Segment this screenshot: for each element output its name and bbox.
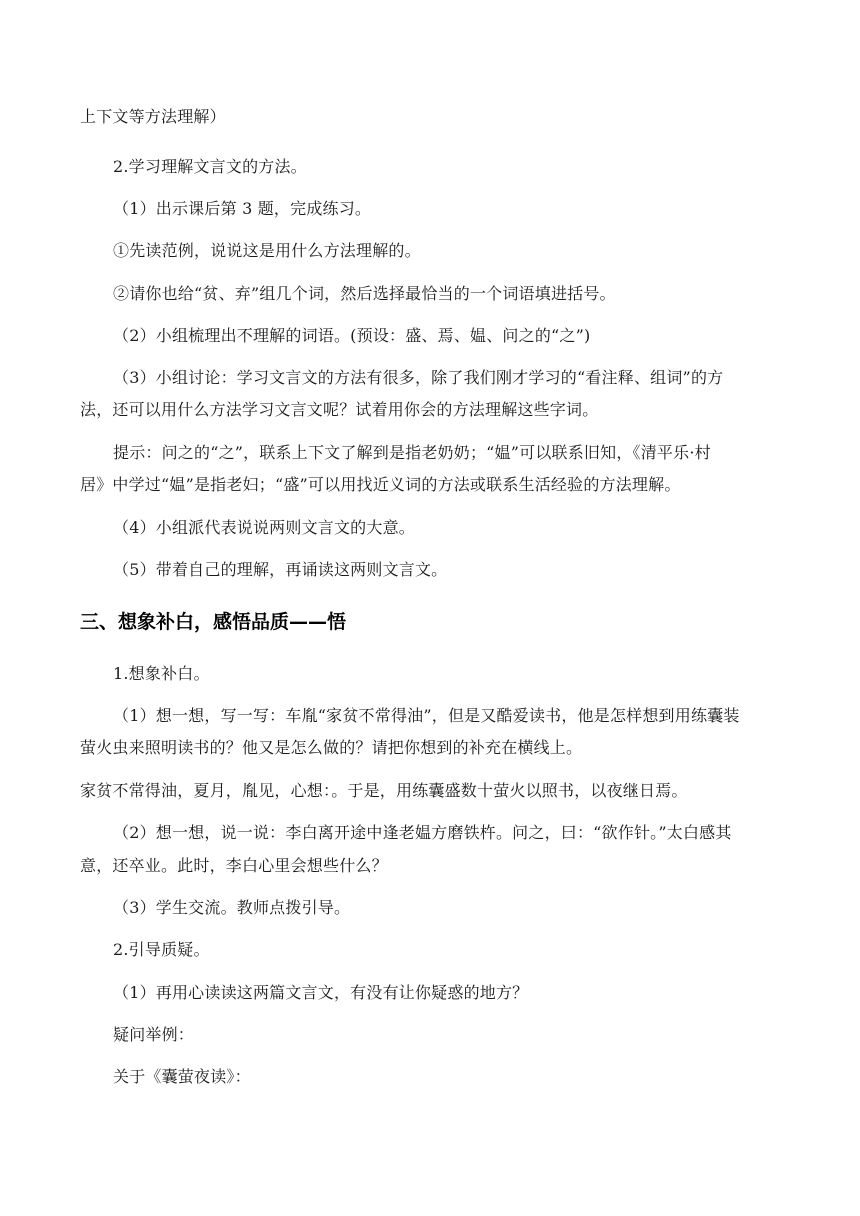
text-line: 关于《囊萤夜读》：: [113, 1067, 251, 1086]
text-line: （5）带着自己的理解，再诵读这两则文言文。: [113, 560, 448, 579]
text-line: 意，还卒业。此时，李白心里会想些什么？: [80, 856, 388, 875]
text-line: （3）小组讨论：学习文言文的方法有很多，除了我们刚才学习的“看注释、组词”的方: [113, 368, 724, 387]
text-line: ①先读范例，说说这是用什么方法理解的。: [113, 241, 421, 260]
text-line: （1）出示课后第 3 题，完成练习。: [113, 199, 372, 218]
text-line: 法，还可以用什么方法学习文言文呢？试着用你会的方法理解这些字词。: [80, 400, 599, 419]
text-line: （3）学生交流。教师点拨引导。: [113, 898, 351, 917]
text-line: 疑问举例：: [113, 1025, 195, 1044]
text-line: ②请你也给“贫、弃”组几个词，然后选择最恰当的一个词语填进括号。: [113, 284, 616, 303]
text-line: 上下文等方法理解）: [80, 107, 226, 126]
text-line: （2）想一想，说一说：李白离开途中逢老媪方磨铁杵。问之，曰：“欲作针。”太白感其: [113, 823, 732, 842]
text-line: 2.引导质疑。: [113, 940, 210, 959]
text-line: （1）想一想，写一写：车胤“家贫不常得油”，但是又酷爱读书，他是怎样想到用练囊装: [113, 706, 740, 725]
text-line: （2）小组梳理出不理解的词语。(预设：盛、焉、媪、问之的“之”): [113, 326, 591, 345]
section-heading: 三、想象补白，感悟品质——悟: [80, 611, 347, 633]
text-line: （1）再用心读读这两篇文言文，有没有让你疑惑的地方？: [113, 983, 529, 1002]
text-line: 居》中学过“媪”是指老妇；“盛”可以用找近义词的方法或联系生活经验的方法理解。: [80, 475, 681, 494]
text-line: 家贫不常得油，夏月，胤见，心想：。于是，用练囊盛数十萤火以照书，以夜继日焉。: [80, 781, 688, 800]
text-line: （4）小组派代表说说两则文言文的大意。: [113, 518, 415, 537]
text-line: 萤火虫来照明读书的？他又是怎么做的？请把你想到的补充在横线上。: [80, 738, 583, 757]
text-line: 1.想象补白。: [113, 664, 210, 683]
text-line: 提示：问之的“之”，联系上下文了解到是指老奶奶；“媪”可以联系旧知，《清平乐·村: [113, 443, 711, 462]
text-line: 2.学习理解文言文的方法。: [113, 157, 307, 176]
